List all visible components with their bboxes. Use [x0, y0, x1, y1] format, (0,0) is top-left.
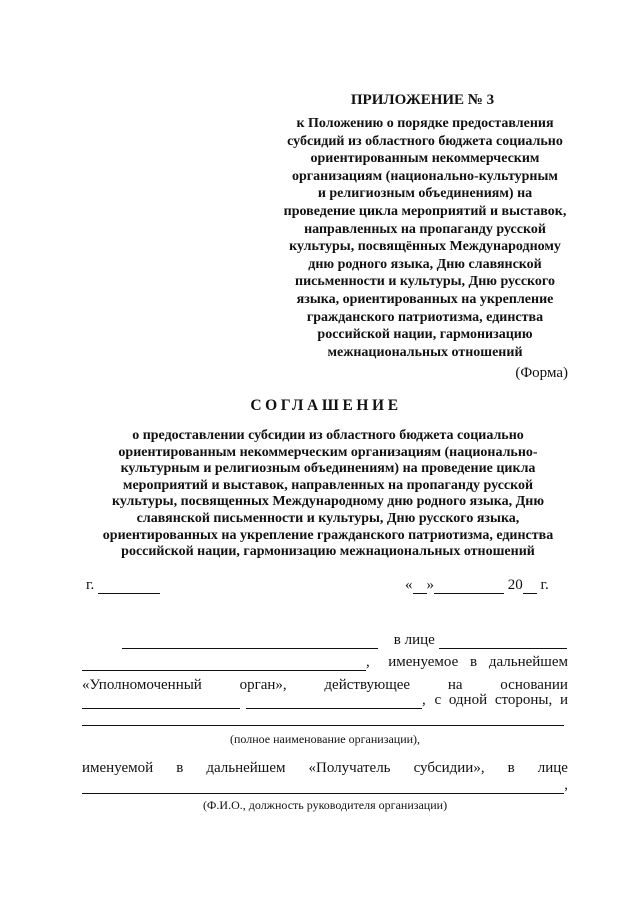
agreement-subtitle-line: культуры, посвященных Международному дню родного языка, Дню [111, 494, 545, 510]
city-blank[interactable] [98, 578, 160, 594]
month-blank[interactable] [434, 578, 504, 594]
basis-document-blank-2[interactable] [246, 693, 422, 709]
line6-word: лице [537, 760, 568, 776]
appendix-caption-line: языка, ориентированных на укрепление [296, 291, 554, 307]
appendix-caption-line: межнациональных отношений [327, 344, 523, 360]
line3-word: на [447, 677, 463, 693]
basis-document-blank[interactable] [82, 693, 240, 709]
organization-name-caption: (полное наименование организации), [229, 732, 421, 746]
appendix-caption-line: гражданского патриотизма, единства [306, 309, 544, 325]
head-of-organization-field: , [82, 777, 568, 794]
agreement-subtitle-line: мероприятий и выставок, направленных на пропаганду русской [122, 477, 534, 493]
form-label: (Форма) [515, 365, 568, 381]
line3-word: основании [500, 677, 568, 693]
place-field [86, 577, 160, 594]
appendix-caption-line: к Положению о порядке предоставления [296, 116, 554, 131]
representative-position-blank[interactable] [82, 655, 366, 671]
line6-word: в [176, 760, 184, 776]
v-litse-text: в лице [393, 632, 435, 648]
authority-name-blank[interactable] [122, 633, 378, 649]
date-open-quote: « [405, 577, 413, 593]
appendix-caption [260, 115, 590, 361]
body-line-6 [82, 760, 568, 777]
body-line-4: , с одной стороны, и [82, 692, 568, 709]
agreement-subtitle-line: славянской письменности и культуры, Дню русского языка, [136, 510, 520, 526]
agreement-subtitle-line: российской нации, гармонизацию межнациональных отношений [121, 544, 535, 560]
body-line-2: , именуемое в дальнейшем [82, 654, 568, 671]
organization-name-line[interactable] [82, 717, 564, 726]
agreement-subtitle [78, 428, 578, 561]
appendix-caption-line: письменности и культуры, Дню русского [295, 274, 555, 290]
line6-word: дальнейшем [206, 760, 286, 776]
appendix-title: ПРИЛОЖЕНИЕ № 3 [350, 92, 495, 108]
s-odnoy-storony-text: с одной стороны, и [434, 692, 568, 708]
line6-word: «Получатель [308, 760, 391, 776]
line3-word: действующее [324, 677, 411, 693]
line6-word: субсидии», [413, 760, 485, 776]
line3-word: орган», [239, 677, 287, 693]
agreement-subtitle-line: культурным и религиозным объединениям) на проведение цикла [120, 461, 536, 477]
agreement-subtitle-line: о предоставлении субсидии из областного бюджета социально [132, 428, 524, 443]
head-of-organization-blank[interactable] [82, 778, 564, 794]
appendix-caption-line: культуры, посвящённых Международному [289, 239, 561, 255]
line6-word: именуемой [82, 760, 154, 776]
day-blank[interactable] [413, 578, 427, 594]
agreement-subtitle-line: ориентированных на укрепление гражданского патриотизма, единства [102, 527, 554, 543]
agreement-subtitle-line: ориентированным некоммерческим организациям (национально- [118, 444, 538, 460]
city-prefix: г. [86, 577, 95, 593]
year-prefix: 20 [507, 577, 523, 593]
line6-word: в [507, 760, 515, 776]
appendix-caption-line: организациям (национально-культурным [292, 168, 558, 184]
appendix-caption-line: субсидий из областного бюджета социально [287, 133, 563, 149]
appendix-caption-line: дню родного языка, Дню славянской [308, 256, 542, 272]
appendix-caption-line: направленных на пропаганду русской [304, 221, 546, 237]
appendix-caption-line: и религиозным объединениям) на [317, 186, 533, 202]
appendix-caption-line: проведение цикла мероприятий и выставок, [283, 203, 567, 219]
appendix-caption-line: ориентированным некоммерческим [310, 151, 540, 167]
appendix-caption-line: российской нации, гармонизацию [317, 327, 533, 343]
line3-word: «Уполномоченный [82, 677, 202, 693]
year-suffix: г. [540, 577, 549, 593]
imenuemoe-text: именуемое в дальнейшем [388, 654, 568, 670]
date-field [405, 577, 549, 594]
year-blank[interactable] [523, 578, 537, 594]
agreement-title: СОГЛАШЕНИЕ [250, 397, 402, 414]
representative-blank[interactable] [439, 633, 567, 649]
body-line-1 [82, 632, 568, 649]
head-of-organization-caption: (Ф.И.О., должность руководителя организации) [202, 798, 448, 812]
date-close-quote: » [426, 577, 434, 593]
